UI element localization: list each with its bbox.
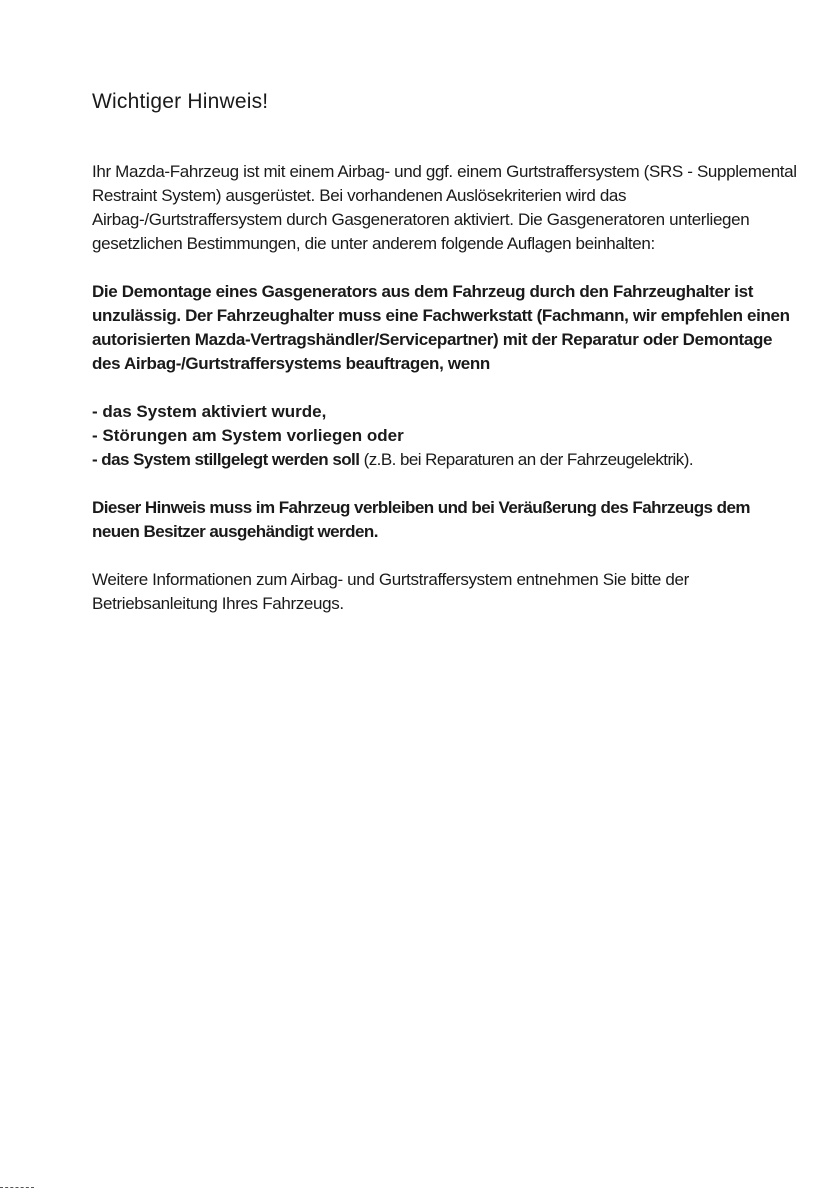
page-title: Wichtiger Hinweis! xyxy=(92,90,269,113)
conditions-list xyxy=(92,400,797,472)
further-info-paragraph: Weitere Informationen zum Airbag- und Gurtstraffersystem entnehmen Sie bitte der Betriebsanleitung Ihres Fahrzeugs. xyxy=(92,570,689,613)
condition-item-activated: - das System aktiviert wurde, xyxy=(92,402,327,421)
condition-item-decommission-note: (z.B. bei Reparaturen an der Fahrzeugelektrik). xyxy=(359,450,694,469)
document-body xyxy=(92,88,797,640)
condition-item-faults: - Störungen am System vorliegen oder xyxy=(92,426,404,445)
crop-mark xyxy=(0,1187,34,1192)
condition-item-decommission-bold: - das System stillgelegt werden soll xyxy=(92,450,360,469)
intro-paragraph: Ihr Mazda-Fahrzeug ist mit einem Airbag- und ggf. einem Gurtstraffersystem (SRS - Supplemental Restraint System) ausgerüstet. Bei vorhandenen Auslösekriterien wird das Airbag-/Gurtstraffersystem durch Gasgeneratoren aktiviert. Die Gasgeneratoren unterliegen gesetzlichen Bestimmungen, die unter anderem folgende Auflagen beinhalten: xyxy=(92,162,797,253)
retention-notice: Dieser Hinweis muss im Fahrzeug verbleiben und bei Veräußerung des Fahrzeugs dem neuen Besitzer ausgehändigt werden. xyxy=(92,498,750,541)
condition-item-decommission xyxy=(92,448,797,472)
warning-paragraph: Die Demontage eines Gasgenerators aus dem Fahrzeug durch den Fahrzeughalter ist unzulässig. Der Fahrzeughalter muss eine Fachwerkstatt (Fachmann, wir empfehlen einen autorisierten Mazda-Vertragshändler/Servicepartner) mit der Reparatur oder Demontage des Airbag-/Gurtstraffersystems beauftragen, wenn xyxy=(92,282,790,373)
